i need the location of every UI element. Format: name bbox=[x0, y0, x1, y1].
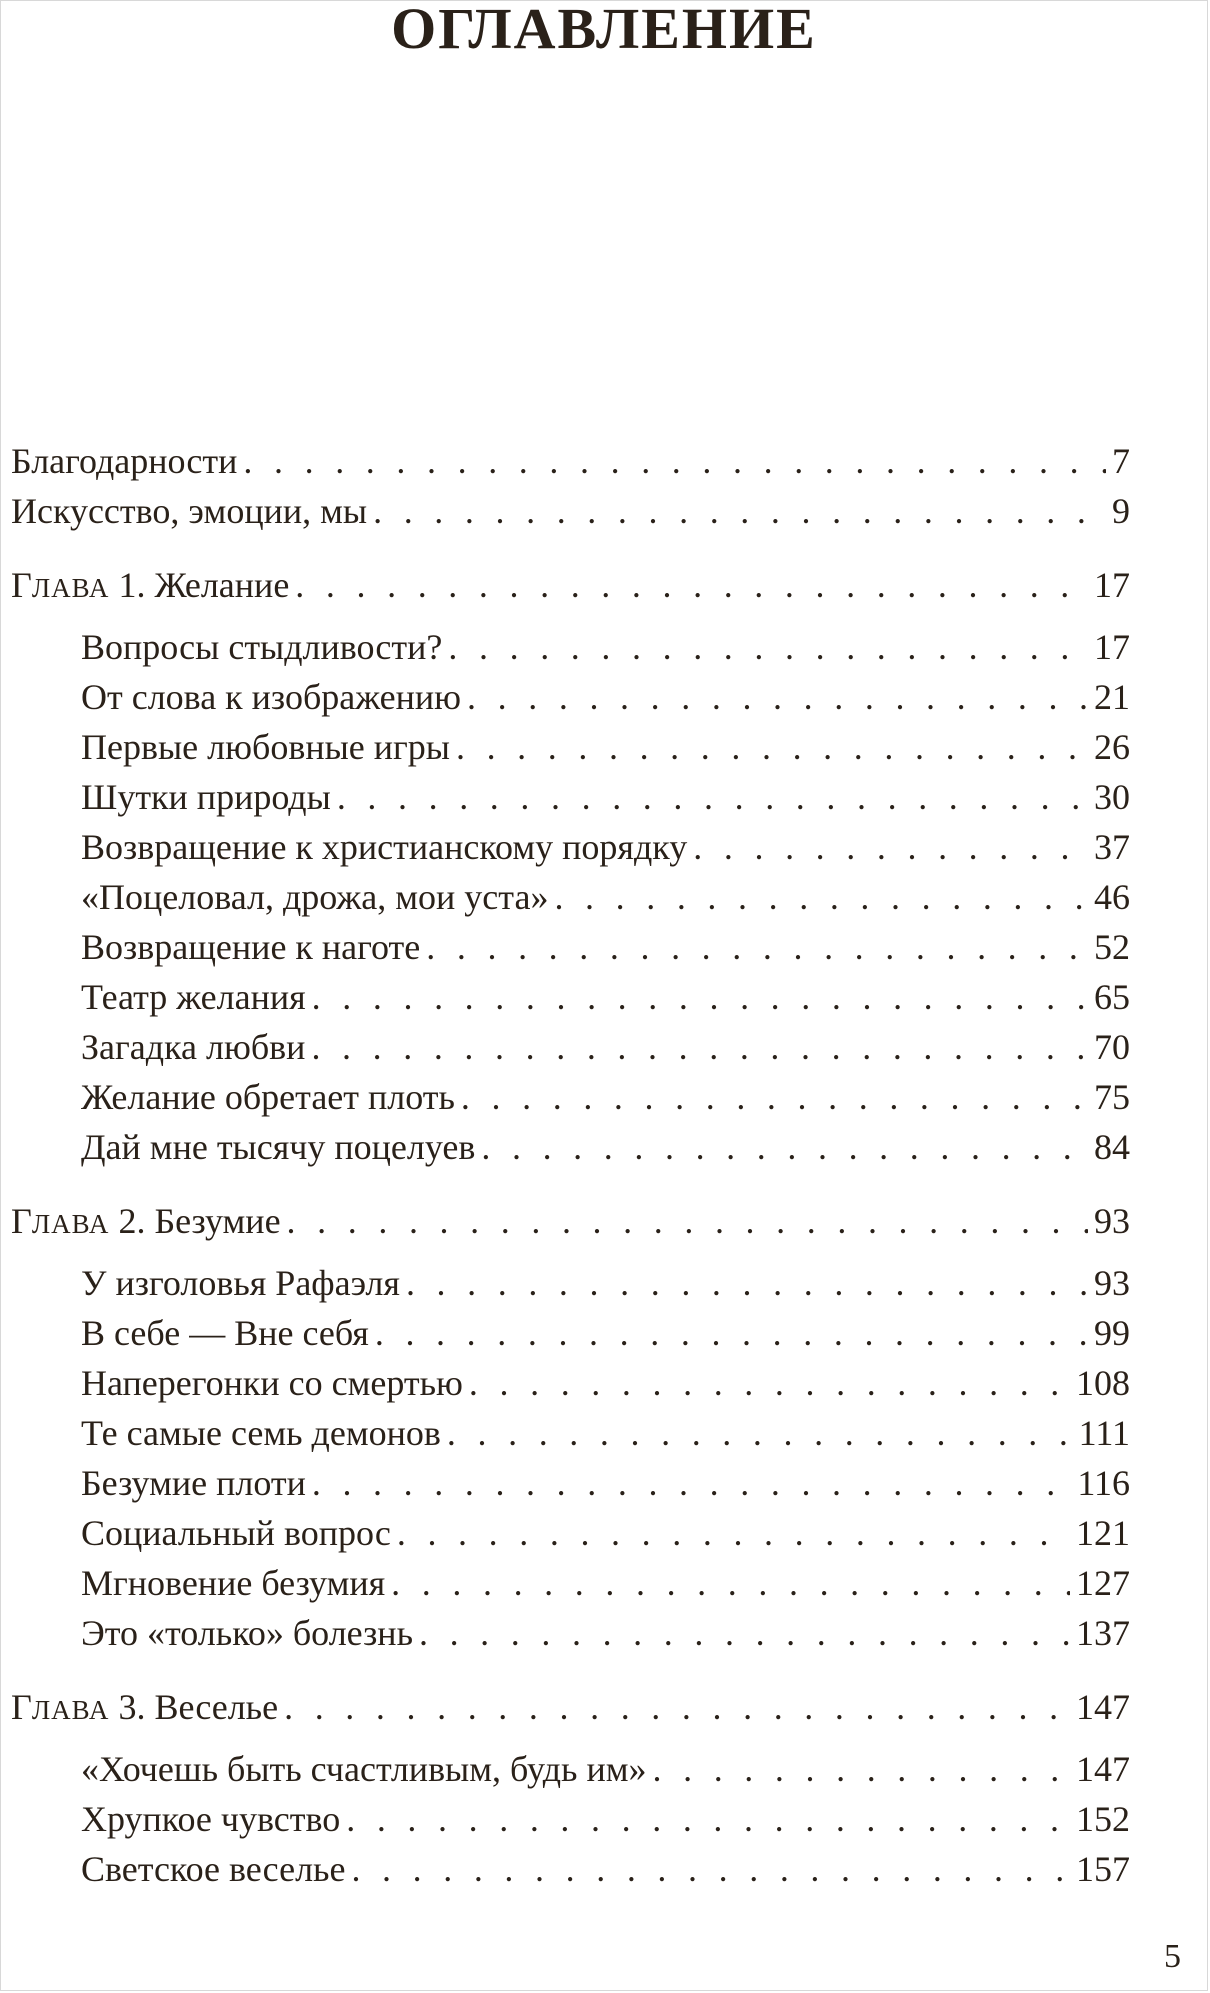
leader-dots bbox=[554, 875, 1088, 919]
toc-entry-label: Загадка любви bbox=[81, 1027, 306, 1067]
leader-dots bbox=[243, 439, 1106, 483]
toc-entry-page: 21 bbox=[1094, 677, 1130, 717]
leader-dots bbox=[312, 975, 1088, 1019]
toc-entry bbox=[81, 975, 1130, 1019]
leader-dots bbox=[693, 825, 1088, 869]
toc-entry bbox=[81, 1075, 1130, 1119]
toc-entry bbox=[81, 675, 1130, 719]
leader-dots bbox=[461, 1075, 1088, 1119]
toc-entry-page: 116 bbox=[1077, 1463, 1130, 1503]
leader-dots bbox=[312, 1461, 1071, 1505]
toc-entry-label: Возвращение к христианскому порядку bbox=[81, 827, 688, 867]
toc-entry-label: Наперегонки со смертью bbox=[81, 1363, 463, 1403]
chapter-word: ГЛАВА bbox=[11, 565, 110, 605]
toc-chapter-3 bbox=[11, 1685, 1130, 1729]
toc-entry-page: 9 bbox=[1112, 491, 1130, 531]
toc-entry-label: «Поцеловал, дрожа, мои уста» bbox=[81, 877, 549, 917]
toc-entry-page: 93 bbox=[1094, 1201, 1130, 1241]
toc-entry-label: Театр желания bbox=[81, 977, 306, 1017]
chapter-word: ГЛАВА bbox=[11, 1201, 110, 1241]
toc-entry bbox=[81, 1411, 1130, 1455]
toc-entry-introduction bbox=[11, 489, 1130, 533]
toc-entry-page: 37 bbox=[1094, 827, 1130, 867]
toc-entry-label: Светское веселье bbox=[81, 1849, 346, 1889]
toc-entry bbox=[81, 775, 1130, 819]
toc-entry-page: 152 bbox=[1076, 1799, 1130, 1839]
leader-dots bbox=[481, 1125, 1088, 1169]
toc-chapter-2 bbox=[11, 1199, 1130, 1243]
toc-entry-page: 99 bbox=[1094, 1313, 1130, 1353]
leader-dots bbox=[397, 1511, 1070, 1555]
toc-entry bbox=[81, 1361, 1130, 1405]
page-title: ОГЛАВЛЕНИЕ bbox=[391, 0, 817, 61]
toc-entry-page: 147 bbox=[1076, 1749, 1130, 1789]
toc-entry-label: Желание обретает плоть bbox=[81, 1077, 455, 1117]
toc-chapter-label bbox=[11, 1199, 281, 1246]
toc-entry bbox=[81, 875, 1130, 919]
toc-entry-page: 111 bbox=[1078, 1413, 1130, 1453]
toc-entry-page: 108 bbox=[1076, 1363, 1130, 1403]
leader-dots bbox=[351, 1847, 1070, 1891]
leader-dots bbox=[311, 1025, 1088, 1069]
leader-dots bbox=[337, 775, 1088, 819]
toc-entry-page: 127 bbox=[1076, 1563, 1130, 1603]
toc-entry-page: 7 bbox=[1112, 441, 1130, 481]
toc-entry-label: У изголовья Рафаэля bbox=[81, 1263, 400, 1303]
toc-entry bbox=[81, 1311, 1130, 1355]
leader-dots bbox=[467, 675, 1088, 719]
toc-entry-page: 65 bbox=[1094, 977, 1130, 1017]
toc-entry bbox=[81, 1511, 1130, 1555]
toc-entry bbox=[81, 1261, 1130, 1305]
toc-entry-label: «Хочешь быть счастливым, будь им» bbox=[81, 1749, 647, 1789]
toc-entry bbox=[81, 1025, 1130, 1069]
toc-chapter-label bbox=[11, 563, 289, 610]
toc-entry-label: Первые любовные игры bbox=[81, 727, 450, 767]
leader-dots bbox=[426, 925, 1088, 969]
toc-entry-label: Те самые семь демонов bbox=[81, 1413, 441, 1453]
chapter-title: 2. Безумие bbox=[109, 1201, 281, 1241]
leader-dots bbox=[295, 563, 1088, 607]
toc-entry bbox=[81, 1611, 1130, 1655]
leader-dots bbox=[406, 1261, 1088, 1305]
leader-dots bbox=[284, 1685, 1070, 1729]
toc-entry-page: 52 bbox=[1094, 927, 1130, 967]
toc-entry bbox=[81, 1125, 1130, 1169]
toc-entry-label: Хрупкое чувство bbox=[81, 1799, 341, 1839]
toc-entry-label: От слова к изображению bbox=[81, 677, 462, 717]
chapter-title: 3. Веселье bbox=[109, 1687, 279, 1727]
leader-dots bbox=[373, 489, 1106, 533]
toc-entry-page: 26 bbox=[1094, 727, 1130, 767]
toc-entry-label: Искусство, эмоции, мы bbox=[11, 491, 368, 531]
toc-entry bbox=[81, 725, 1130, 769]
toc-entry-acknowledgements bbox=[11, 439, 1130, 483]
toc-entry-page: 121 bbox=[1076, 1513, 1130, 1553]
toc-entry-label: Благодарности bbox=[11, 441, 238, 481]
toc-entry-page: 157 bbox=[1076, 1849, 1130, 1889]
leader-dots bbox=[456, 725, 1088, 769]
toc-entry-label: Это «только» болезнь bbox=[81, 1613, 413, 1653]
toc-entry-page: 93 bbox=[1094, 1263, 1130, 1303]
toc-entry-page: 84 bbox=[1094, 1127, 1130, 1167]
toc-entry-page: 17 bbox=[1094, 565, 1130, 605]
toc-entry-page: 30 bbox=[1094, 777, 1130, 817]
toc-entry-page: 17 bbox=[1094, 627, 1130, 667]
toc-entry-label: Социальный вопрос bbox=[81, 1513, 391, 1553]
toc-entry bbox=[81, 1461, 1130, 1505]
toc-chapter-label bbox=[11, 1685, 278, 1732]
toc-entry bbox=[81, 1847, 1130, 1891]
toc-entry-label: Мгновение безумия bbox=[81, 1563, 386, 1603]
toc-entry bbox=[81, 1561, 1130, 1605]
toc-entry-page: 137 bbox=[1076, 1613, 1130, 1653]
toc-entry-label: Возвращение к наготе bbox=[81, 927, 421, 967]
toc-entry-page: 75 bbox=[1094, 1077, 1130, 1117]
toc-entry bbox=[81, 1797, 1130, 1841]
toc-entry-page: 46 bbox=[1094, 877, 1130, 917]
toc-entry-label: Шутки природы bbox=[81, 777, 331, 817]
toc-entry bbox=[81, 925, 1130, 969]
toc-entry-page: 70 bbox=[1094, 1027, 1130, 1067]
page-number: 5 bbox=[1164, 1938, 1181, 1975]
toc-entry bbox=[81, 1747, 1130, 1791]
leader-dots bbox=[653, 1747, 1071, 1791]
chapter-word: ГЛАВА bbox=[11, 1687, 110, 1727]
toc-entry-label: Безумие плоти bbox=[81, 1463, 306, 1503]
leader-dots bbox=[448, 625, 1088, 669]
toc-entry-label: В себе — Вне себя bbox=[81, 1313, 369, 1353]
toc-entry-label: Дай мне тысячу поцелуев bbox=[81, 1127, 476, 1167]
leader-dots bbox=[287, 1199, 1088, 1243]
toc-entry bbox=[81, 825, 1130, 869]
leader-dots bbox=[375, 1311, 1088, 1355]
toc-entry-label: Вопросы стыдливости? bbox=[81, 627, 443, 667]
leader-dots bbox=[391, 1561, 1070, 1605]
toc-chapter-1 bbox=[11, 563, 1130, 607]
toc-entry-page: 147 bbox=[1076, 1687, 1130, 1727]
leader-dots bbox=[346, 1797, 1070, 1841]
leader-dots bbox=[419, 1611, 1070, 1655]
leader-dots bbox=[469, 1361, 1070, 1405]
chapter-title: 1. Желание bbox=[109, 565, 290, 605]
leader-dots bbox=[447, 1411, 1073, 1455]
toc-entry bbox=[81, 625, 1130, 669]
